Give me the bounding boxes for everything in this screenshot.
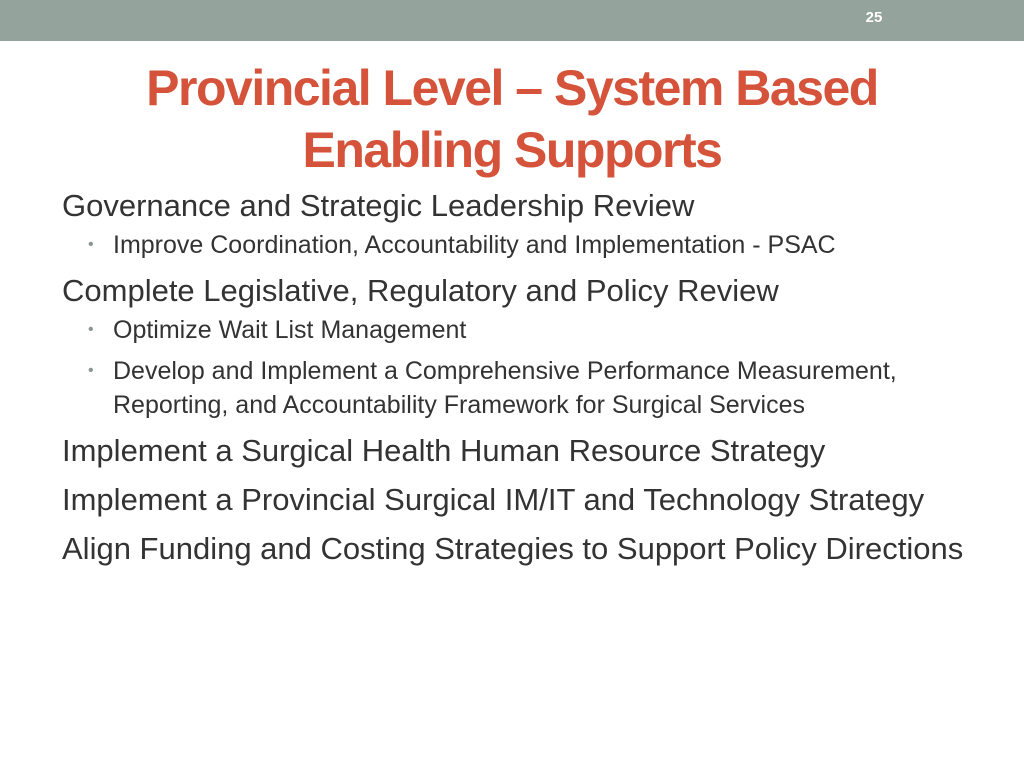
slide-content — [62, 186, 992, 578]
sub-bullet-coordination — [62, 228, 992, 262]
bullet-imit-strategy — [62, 480, 992, 520]
slide-title — [0, 57, 1024, 181]
bullet-dot-icon: • — [88, 362, 94, 379]
sub-bullet-list — [62, 228, 992, 262]
bullet-text: Align Funding and Costing Strategies to Support Policy Directions — [62, 531, 964, 566]
bullet-text: Implement a Surgical Health Human Resource Strategy — [62, 433, 826, 468]
sub-bullet-performance-framework — [62, 354, 992, 422]
bullet-text: Implement a Provincial Surgical IM/IT and Technology Strategy — [62, 482, 925, 517]
bullet-hhr-strategy — [62, 431, 992, 471]
bullet-dot-icon: • — [88, 321, 94, 338]
sub-bullet-wait-list — [62, 313, 992, 347]
bullet-dot-icon: • — [88, 236, 94, 253]
bullet-text: Complete Legislative, Regulatory and Policy Review — [62, 273, 779, 308]
bullet-governance — [62, 186, 992, 226]
slide-number: 25 — [865, 9, 883, 26]
slide-title-line-2: Enabling Supports — [302, 122, 722, 178]
bullet-legislative-review — [62, 271, 992, 311]
sub-bullet-text: Develop and Implement a Comprehensive Performance Measurement, Reporting, and Accountability Framework for Surgical Services — [113, 357, 897, 419]
header-bar — [0, 0, 1024, 41]
sub-bullet-text: Improve Coordination, Accountability and Implementation - PSAC — [113, 231, 836, 259]
sub-bullet-text: Optimize Wait List Management — [113, 316, 467, 344]
bullet-text: Governance and Strategic Leadership Review — [62, 188, 695, 223]
bullet-funding-strategy — [62, 529, 992, 569]
slide-title-line-1: Provincial Level – System Based — [146, 60, 878, 116]
sub-bullet-list — [62, 313, 992, 422]
